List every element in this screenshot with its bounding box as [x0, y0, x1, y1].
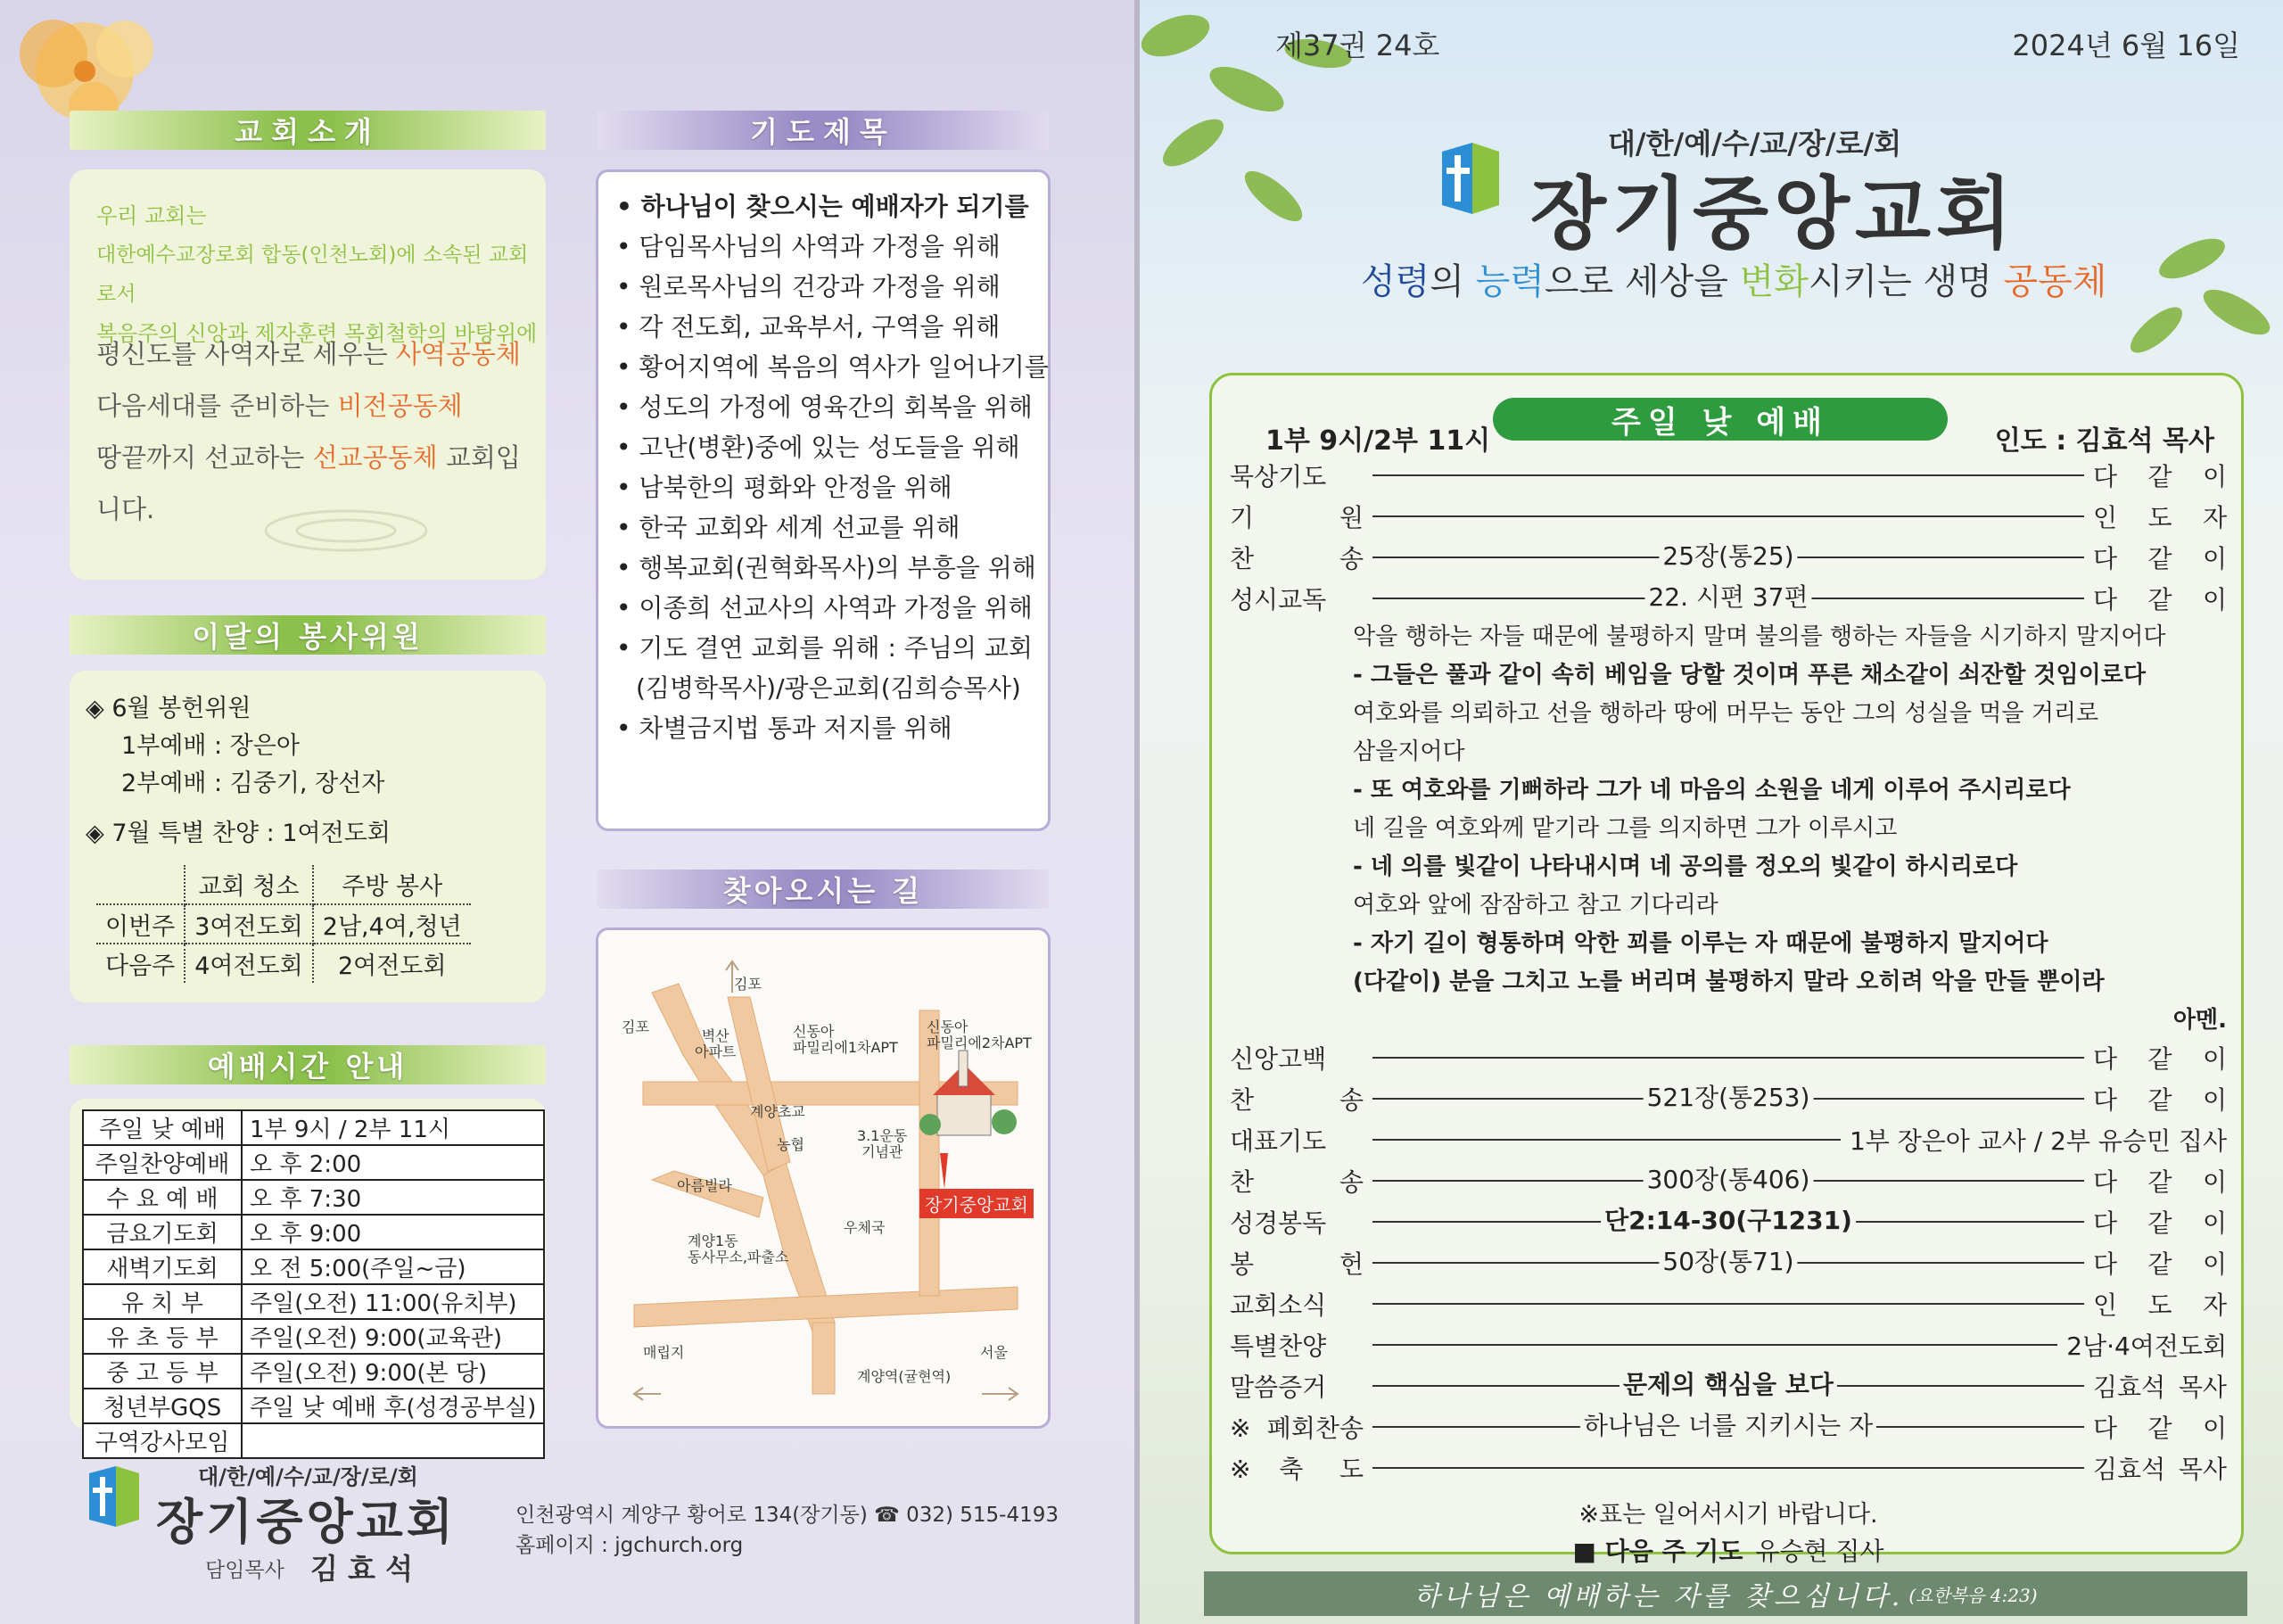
service-name: 주일 낮 예배: [83, 1110, 242, 1145]
order-responsible: 다 같 이: [2093, 462, 2227, 491]
order-row: [1230, 540, 2227, 575]
volunteers-title-bar: [70, 615, 546, 655]
order-row: [1230, 458, 2227, 493]
order-row: [1230, 581, 2227, 616]
responsive-reading-line: - 네 의를 빛같이 나타내시며 네 공의를 정오의 빛같이 하시리로다: [1353, 853, 2018, 880]
service-time: 주일(오전) 9:00(본 당): [242, 1354, 544, 1389]
order-label: 기 원: [1230, 503, 1364, 532]
service-time-row: [83, 1389, 544, 1423]
order-leader-line: [1372, 1206, 2084, 1235]
map-label: 농협: [777, 1136, 804, 1153]
order-responsible: 다 같 이: [2093, 1249, 2227, 1279]
prayer-panel: [596, 169, 1051, 831]
duty-cell: 2남,4여,청년: [313, 904, 471, 944]
left-page: [0, 0, 1134, 1624]
order-leader-line: [1372, 1247, 2084, 1276]
responsive-reading-line: - 자기 길이 형통하며 악한 꾀를 이루는 자 때문에 불평하지 말지어다: [1353, 930, 2048, 957]
map-label: 3.1운동 기념관: [857, 1127, 908, 1160]
slogan-segment: 으로 세상을: [1544, 261, 1740, 302]
order-row: [1230, 1245, 2227, 1281]
service-times-panel: [70, 1099, 546, 1456]
prayer-item: • 남북한의 평화와 안정을 위해: [616, 473, 952, 502]
map-label: 우체국: [844, 1219, 886, 1236]
duty-cell: 4여전도회: [185, 944, 313, 983]
worship-order: [1230, 458, 2227, 1566]
map-label: 벽산 아파트: [695, 1027, 737, 1060]
june-heading: ◈ 6월 봉헌위원: [86, 695, 251, 722]
service-name: 유 치 부: [83, 1284, 242, 1319]
service-time: 오 후 9:00: [242, 1215, 544, 1249]
map-label: 매립지: [643, 1344, 685, 1361]
bullet-icon: •: [616, 232, 639, 261]
header-church-name: 장기중앙교회: [1530, 168, 2018, 260]
responsive-reading-line: (다같이) 분을 그치고 노를 버리며 불평하지 말라 오히려 악을 만들 뿐이라: [1353, 969, 2105, 995]
order-label: 특별찬양: [1230, 1331, 1327, 1361]
order-row: [1230, 499, 2227, 534]
bullet-icon: •: [616, 312, 639, 342]
intro-title: 교회소개: [235, 115, 381, 149]
order-detail: 300장(통406): [1644, 1162, 1814, 1198]
slogan-segment: 능력: [1475, 261, 1545, 302]
order-leader-line: [1372, 1303, 2084, 1305]
responsive-reading-line: 삼을지어다: [1353, 738, 1465, 765]
service-time-row: [83, 1215, 544, 1249]
duty-header-cell: 주방 봉사: [313, 865, 471, 904]
next-prayer-name: 유승현 집사: [1755, 1537, 1884, 1566]
duty-cell: 이번주: [96, 904, 185, 944]
service-time-row: [83, 1110, 544, 1145]
intro-small-line: 복음주의 신앙과 제자훈련 목회철학의 바탕위에: [96, 321, 538, 346]
order-label: 성시교독: [1230, 585, 1327, 614]
service-time: 주일(오전) 11:00(유치부): [242, 1284, 544, 1319]
order-label: ※폐회찬송: [1230, 1414, 1364, 1443]
water-ripple-decoration: [248, 490, 444, 571]
order-detail: 단2:14-30(구1231): [1601, 1203, 1856, 1239]
order-detail: 50장(통71): [1659, 1244, 1797, 1280]
duty-cell: 다음주: [96, 944, 185, 983]
june-section: [86, 690, 540, 803]
order-leader-line: [1372, 1083, 2084, 1112]
service-time-row: [83, 1180, 544, 1215]
intro-line-highlight: 비전공동체: [337, 391, 463, 421]
map-label: 김포: [622, 1018, 649, 1035]
service-time: 오 후 7:30: [242, 1180, 544, 1215]
order-detail: 22. 시편 37편: [1644, 580, 1811, 615]
order-label: ※축 도: [1230, 1455, 1364, 1484]
order-label: 묵상기도: [1230, 462, 1327, 491]
order-row: [1230, 1368, 2227, 1404]
footer-homepage: 홈페이지 : jgchurch.org: [515, 1534, 744, 1557]
map-label: 신동아 파밀리에2차APT: [927, 1018, 1032, 1051]
map-label: 계양역(귤현역): [857, 1368, 952, 1385]
duty-header-cell: [96, 865, 185, 904]
order-responsible: 다 같 이: [2093, 1085, 2227, 1115]
intro-line-text: 다음세대를 준비하는: [96, 391, 338, 421]
order-responsible: 다 같 이: [2093, 1167, 2227, 1197]
order-leader-line: [1372, 1165, 2084, 1194]
prayer-item: • 황어지역에 복음의 역사가 일어나기를: [616, 352, 1049, 382]
order-leader-line: [1372, 1139, 1841, 1141]
service-name: 새벽기도회: [83, 1249, 242, 1284]
order-label: 대표기도: [1230, 1126, 1327, 1156]
bullet-icon: •: [616, 352, 639, 382]
order-leader-line: [1372, 515, 2084, 517]
intro-line: [96, 328, 542, 380]
slogan-segment: 변화: [1739, 261, 1809, 302]
next-prayer-label: ■ 다음 주 기도: [1572, 1537, 1743, 1566]
prayer-item: • 고난(병환)중에 있는 성도들을 위해: [616, 433, 1020, 462]
order-leader-line: [1372, 1411, 2084, 1440]
prayer-item: • 성도의 가정에 영육간의 회복을 위해: [616, 392, 1033, 422]
bottom-verse-reference: (요한복음 4:23): [1908, 1584, 2038, 1606]
worship-title: 주일 낮 예배: [1493, 398, 1948, 441]
prayer-item: • 각 전도회, 교육부서, 구역을 위해: [616, 312, 1001, 342]
intro-title-bar: [70, 111, 546, 150]
map-label: 신동아 파밀리에1차APT: [793, 1023, 898, 1056]
responsive-reading-line: 여호와 앞에 잠잠하고 참고 기다리라: [1353, 892, 1718, 919]
prayer-item: • 행복교회(권혁화목사)의 부흥을 위해: [616, 553, 1036, 582]
service-time: 주일(오전) 9:00(교육관): [242, 1319, 544, 1354]
order-label: 성경봉독: [1230, 1208, 1327, 1238]
prayer-item: • 이종희 선교사의 사역과 가정을 위해: [616, 593, 1033, 622]
bullet-icon: •: [616, 633, 639, 663]
order-row: [1230, 1040, 2227, 1076]
order-label: 찬 송: [1230, 1167, 1364, 1197]
directions-map-panel: [596, 927, 1051, 1429]
duty-cell: 2여전도회: [337, 952, 447, 980]
church-logo-icon: [86, 1464, 143, 1529]
service-time-row: [83, 1145, 544, 1180]
bullet-icon: •: [616, 433, 639, 462]
duty-cell: 3여전도회: [185, 904, 313, 944]
next-week-prayer: [1230, 1532, 2227, 1568]
order-leader-line: [1372, 1057, 2084, 1059]
directions-title-bar: [598, 870, 1049, 909]
service-time-row: [83, 1319, 544, 1354]
intro-line: [96, 380, 542, 432]
service-time-row: [83, 1249, 544, 1284]
bottom-verse-banner: [1204, 1571, 2247, 1616]
order-label: 말씀증거: [1230, 1373, 1327, 1402]
intro-line-text: 땅끝까지 선교하는: [96, 442, 313, 473]
order-label: 교회소식: [1230, 1290, 1327, 1320]
order-responsible: 다 같 이: [2093, 585, 2227, 614]
order-detail: 521장(통253): [1644, 1080, 1814, 1116]
map-church-label: 장기중앙교회: [919, 1189, 1034, 1218]
service-name: 청년부GQS: [83, 1389, 242, 1423]
responsive-reading-line: - 또 여호와를 기뻐하라 그가 네 마음의 소원을 네게 이루어 주시리로다: [1353, 777, 2071, 804]
map-label: 계양초교: [750, 1103, 805, 1120]
duty-header-cell: 교회 청소: [185, 865, 313, 904]
service-times-body: [83, 1110, 544, 1458]
prayer-title-bar: [598, 111, 1049, 150]
service-time-row: [83, 1354, 544, 1389]
slogan-segment: 의: [1430, 261, 1476, 302]
prayer-item: • 차별금지법 통과 저지를 위해: [616, 713, 952, 743]
responsive-reading-line: 네 길을 여호와께 맡기라 그를 의지하면 그가 이루시고: [1353, 815, 1898, 842]
order-detail: 문제의 핵심을 보다: [1620, 1367, 1837, 1403]
bullet-icon: •: [616, 513, 639, 542]
order-label: 신앙고백: [1230, 1044, 1327, 1074]
order-responsible: 다 같 이: [2093, 1414, 2227, 1443]
service-time: 오 후 2:00: [242, 1145, 544, 1180]
order-responsible: 2남·4여전도회: [2066, 1331, 2227, 1361]
order-leader-line: [1372, 582, 2084, 612]
service-times-table: [82, 1109, 545, 1459]
slogan-segment: 공동체: [2003, 261, 2107, 302]
bullet-icon: •: [616, 553, 639, 582]
order-leader-line: [1372, 1344, 2057, 1346]
intro-line-text: 교회입니다.: [96, 442, 521, 524]
church-logo-icon: [1438, 141, 1503, 216]
prayer-item: • 원로목사님의 건강과 가정을 위해: [616, 272, 1001, 301]
order-leader-line: [1372, 474, 2084, 476]
june-line: 1부예배 : 장은아: [121, 732, 300, 760]
order-responsible: 다 같 이: [2093, 1208, 2227, 1238]
footer-church-name: 장기중앙교회: [156, 1494, 457, 1550]
order-row: [1230, 1327, 2227, 1363]
volume-number: 제37권 24호: [1275, 29, 1440, 62]
duty-table: [96, 865, 471, 983]
prayer-item: • 기도 결연 교회를 위해 : 주님의 교회: [616, 633, 1033, 663]
map-label: 아름빌라: [677, 1177, 732, 1194]
service-name: 주일찬양예배: [83, 1145, 242, 1180]
directions-title: 찾아오시는 길: [722, 874, 924, 908]
map-label: 계양1동 동사무소,파출소: [688, 1232, 789, 1265]
intro-line-text: 평신도를 사역자로 세우는: [96, 339, 396, 369]
bullet-icon: •: [616, 392, 639, 422]
order-leader-line: [1372, 1370, 2084, 1399]
footer-pastor-label: 담임목사: [205, 1559, 284, 1582]
intro-small-line: 대한예수교장로회 합동(인천노회)에 소속된 교회로서: [96, 243, 529, 306]
map-label: 김포: [734, 976, 762, 993]
order-responsible: 김효석 목사: [2093, 1373, 2227, 1402]
slogan-segment: 성령: [1361, 261, 1430, 302]
duty-row: [96, 904, 471, 944]
order-responsible: 인 도 자: [2093, 1290, 2227, 1320]
volunteers-panel: [70, 671, 546, 1002]
july-heading: ◈ 7월 특별 찬양 : 1여전도회: [86, 820, 391, 847]
order-responsible: 인 도 자: [2093, 503, 2227, 532]
service-time-row: [83, 1284, 544, 1319]
intro-line-highlight: 선교공동체: [312, 442, 438, 473]
prayer-item: • 한국 교회와 세계 선교를 위해: [616, 513, 960, 542]
service-time: 오 전 5:00(주일~금): [242, 1249, 544, 1284]
intro-small-line: 우리 교회는: [96, 203, 207, 228]
order-row: [1230, 1204, 2227, 1240]
duty-header-row: [96, 865, 471, 904]
bottom-verse: 하나님은 예배하는 자를 찾으십니다.: [1413, 1581, 1904, 1612]
header-denomination: 대/한/예/수/교/장/로/회: [1608, 127, 1902, 161]
order-label: 찬 송: [1230, 544, 1364, 573]
service-name: 구역강사모임: [83, 1423, 242, 1458]
issue-date: 2024년 6월 16일: [2012, 29, 2240, 62]
service-time: 주일 낮 예배 후(성경공부실): [242, 1389, 544, 1423]
order-label: 봉 헌: [1230, 1249, 1364, 1279]
order-responsible: 다 같 이: [2093, 544, 2227, 573]
worship-panel: [1209, 373, 2244, 1566]
order-row: [1230, 1122, 2227, 1158]
bullet-icon: •: [616, 272, 639, 301]
june-line: 2부예배 : 김중기, 장선자: [121, 770, 385, 797]
duty-row: [96, 944, 471, 983]
footer-denomination: 대/한/예/수/교/장/로/회: [198, 1464, 418, 1489]
service-times-title-bar: [70, 1045, 546, 1084]
order-responsible: 김효석 목사: [2093, 1455, 2227, 1484]
intro-panel: [70, 169, 546, 580]
order-row: [1230, 1450, 2227, 1486]
leaves-decoration-right: [2103, 205, 2281, 383]
footer-pastor-name: 김 효 석: [310, 1552, 414, 1586]
order-leader-line: [1372, 541, 2084, 571]
prayer-item: • 하나님이 찾으시는 예배자가 되기를: [616, 192, 1029, 221]
service-name: 수 요 예 배: [83, 1180, 242, 1215]
order-label: 찬 송: [1230, 1085, 1364, 1115]
standing-note: ※표는 일어서시기 바랍니다.: [1578, 1501, 1878, 1529]
order-detail: 25장(통25): [1659, 539, 1797, 574]
responsive-reading-line: 악을 행하는 자들 때문에 불평하지 말며 불의를 행하는 자들을 시기하지 말지어다: [1353, 623, 2166, 650]
order-row: [1230, 1081, 2227, 1117]
order-row: [1230, 1409, 2227, 1445]
service-time-row: [83, 1423, 544, 1458]
bullet-icon: •: [616, 473, 639, 502]
order-row: [1230, 1163, 2227, 1199]
prayer-item: • 담임목사님의 사역과 가정을 위해: [616, 232, 1001, 261]
order-responsible: 다 같 이: [2093, 1044, 2227, 1074]
service-name: 금요기도회: [83, 1215, 242, 1249]
service-name: 유 초 등 부: [83, 1319, 242, 1354]
map-label: 서울: [980, 1344, 1008, 1361]
worship-time: 1부 9시/2부 11시: [1265, 425, 1491, 457]
slogan: [1361, 253, 2106, 304]
worship-leader: 인도 : 김효석 목사: [1994, 425, 2214, 457]
responsive-reading-line: - 그들은 풀과 같이 속히 베임을 당할 것이며 푸른 채소같이 쇠잔할 것임이로다: [1353, 662, 2146, 688]
order-leader-line: [1372, 1467, 2084, 1469]
prayer-list: [616, 186, 1049, 748]
amen: 아멘.: [2172, 1007, 2227, 1034]
intro-line-highlight: 사역공동체: [395, 339, 521, 369]
service-time: [242, 1423, 544, 1458]
prayer-title: 기도제목: [750, 115, 896, 149]
service-name: 중 고 등 부: [83, 1354, 242, 1389]
slogan-segment: 시키는 생명: [1808, 261, 2004, 302]
order-detail: 하나님은 너를 지키시는 자: [1580, 1408, 1876, 1444]
service-times-title: 예배시간 안내: [207, 1050, 408, 1084]
bullet-icon: •: [616, 593, 639, 622]
responsive-reading-line: 여호와를 의뢰하고 선을 행하라 땅에 머무는 동안 그의 성실을 먹을 거리로: [1353, 700, 2099, 727]
right-page: [1140, 0, 2283, 1624]
prayer-item-continuation: (김병학목사)/광은교회(김희승목사): [636, 673, 1021, 703]
service-time: 1부 9시 / 2부 11시: [242, 1110, 544, 1145]
volunteers-title: 이달의 봉사위원: [192, 620, 424, 654]
footer-address: 인천광역시 계양구 황어로 134(장기동) ☎ 032) 515-4193: [515, 1504, 1059, 1527]
order-row: [1230, 1286, 2227, 1322]
bullet-icon: •: [616, 192, 641, 221]
bullet-icon: •: [616, 713, 639, 743]
order-responsible: 1부 장은아 교사 / 2부 유승민 집사: [1849, 1126, 2227, 1156]
